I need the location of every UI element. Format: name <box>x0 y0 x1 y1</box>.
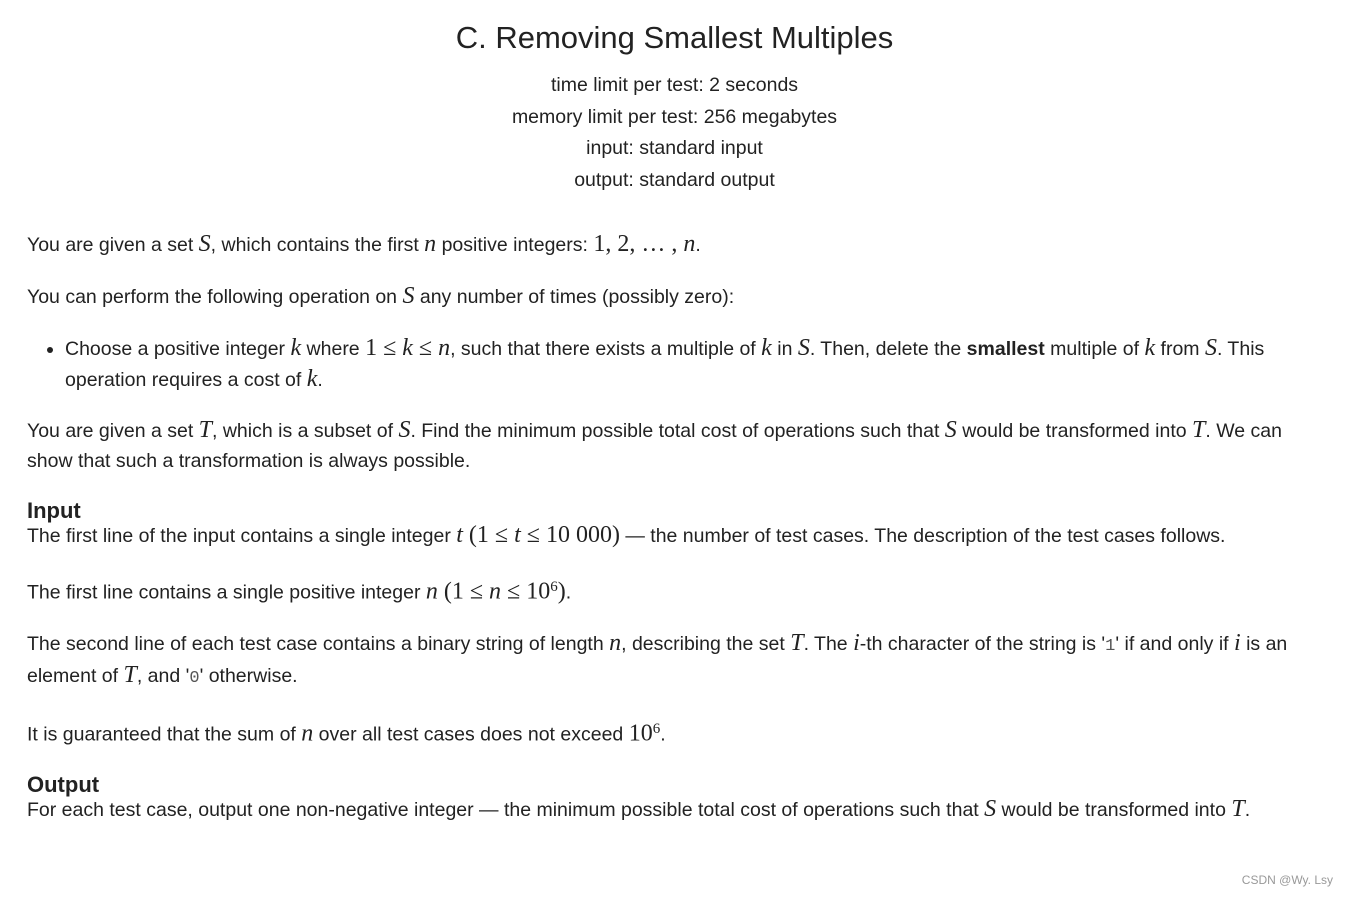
text: You are given a set <box>27 420 199 442</box>
math-superscript: 6 <box>652 720 661 737</box>
math-variable: T <box>790 629 804 656</box>
text: positive integers: <box>436 234 594 256</box>
operation-list <box>27 333 1325 395</box>
math-variable: n <box>301 720 314 746</box>
text: . Find the minimum possible total cost of operations such that <box>410 420 945 442</box>
math-variable: S <box>984 795 997 822</box>
text: The first line of the input contains a single integer <box>27 525 457 547</box>
math-variable: T <box>198 417 213 443</box>
memory-limit: memory limit per test: 256 megabytes <box>511 105 838 128</box>
math-variable: T <box>1231 795 1245 822</box>
math-variable: t <box>514 522 521 548</box>
text: . <box>695 234 701 256</box>
input-spec: input: standard input <box>586 137 763 159</box>
bold-text: smallest <box>966 338 1045 360</box>
paragraph <box>27 715 1325 750</box>
text: It is guaranteed that the sum of <box>27 723 302 745</box>
math-variable: T <box>1192 417 1206 443</box>
text: any number of times (possibly zero): <box>414 285 735 308</box>
text: You are given a set <box>27 234 199 256</box>
text: -th character of the string is ' <box>859 632 1106 655</box>
output-spec: output: standard output <box>574 168 775 191</box>
text: . <box>1244 798 1251 821</box>
text: , which is a subset of <box>212 420 399 442</box>
text: The second line of each test case contains a binary string of length <box>27 632 610 655</box>
paragraph <box>27 573 1325 608</box>
text: multiple of <box>1044 338 1145 360</box>
paragraph <box>27 795 1325 826</box>
math-variable: S <box>402 282 415 309</box>
paragraph <box>27 282 1325 313</box>
math-variable: i <box>853 629 860 656</box>
math-expression: (1 ≤ <box>462 522 515 548</box>
math-superscript: 6 <box>550 578 558 595</box>
text: Choose a positive integer <box>65 338 291 360</box>
math-expression: (1 ≤ <box>437 578 490 604</box>
text: . Then, delete the <box>809 338 967 360</box>
math-variable: n <box>424 231 437 257</box>
text: where <box>301 338 366 360</box>
text: . We can show that such a transformation is always possible. <box>27 420 1282 472</box>
math-variable: k <box>1144 335 1156 361</box>
paragraph <box>27 230 1325 261</box>
text: is an element of <box>27 632 1288 687</box>
text: would be transformed into <box>956 420 1193 442</box>
text: . This operation requires a cost of <box>65 338 1265 391</box>
code-literal: 1 <box>1105 636 1116 656</box>
problem-header <box>0 18 1349 196</box>
text: , and ' <box>136 665 190 687</box>
paragraph <box>27 521 1325 552</box>
time-limit: time limit per test: 2 seconds <box>550 74 799 96</box>
math-variable: k <box>761 335 772 361</box>
math-variable: S <box>944 417 957 443</box>
math-variable: S <box>797 335 810 361</box>
text: . <box>660 723 666 745</box>
math-expression: 1, 2, … , <box>593 231 684 257</box>
math-variable: n <box>425 578 438 604</box>
text: . <box>565 581 572 603</box>
text: , such that there exists a multiple of <box>450 338 762 360</box>
text: over all test cases does not exceed <box>313 723 629 745</box>
problem-statement <box>27 230 1325 846</box>
math-expression: ) <box>557 578 566 604</box>
text: , which contains the first <box>210 234 425 256</box>
math-variable: n <box>438 335 451 361</box>
paragraph <box>27 416 1325 476</box>
math-variable: S <box>198 231 211 257</box>
text: . The <box>803 632 854 655</box>
text: For each test case, output one non-negative integer — the minimum possible total cost of operations such that <box>27 798 985 821</box>
math-expression: 10 <box>628 720 653 746</box>
math-variable: S <box>1204 335 1217 361</box>
code-literal: 0 <box>189 669 200 688</box>
math-expression: ≤ 10 000) <box>520 522 620 548</box>
watermark: CSDN @Wy. Lsy <box>1241 873 1333 887</box>
text: from <box>1155 338 1205 360</box>
math-variable: n <box>609 629 622 656</box>
math-expression: 1 ≤ <box>365 335 403 361</box>
text: ' if and only if <box>1115 632 1234 655</box>
text: — the number of test cases. The description of the test cases follows. <box>619 525 1226 547</box>
text: The first line contains a single positive integer <box>27 581 426 603</box>
math-variable: i <box>1234 629 1241 656</box>
math-variable: T <box>123 662 137 688</box>
math-variable: n <box>489 578 502 604</box>
text: in <box>771 338 798 360</box>
text: would be transformed into <box>996 798 1232 821</box>
text: Output <box>27 771 100 797</box>
math-variable: k <box>402 335 413 361</box>
math-variable: k <box>306 366 318 392</box>
math-variable: n <box>683 231 696 257</box>
text: , describing the set <box>621 632 791 655</box>
math-expression: ≤ 10 <box>501 578 551 604</box>
problem-title: C. Removing Smallest Multiples <box>455 20 894 55</box>
paragraph <box>27 629 1325 694</box>
math-expression: ≤ <box>412 335 439 361</box>
math-variable: S <box>398 417 411 443</box>
text: You can perform the following operation on <box>27 285 403 308</box>
math-variable: t <box>456 522 463 548</box>
text: Input <box>27 498 81 523</box>
text: ' otherwise. <box>199 665 298 687</box>
math-variable: k <box>290 335 302 361</box>
text: . <box>317 369 323 391</box>
list-item <box>65 333 1325 395</box>
